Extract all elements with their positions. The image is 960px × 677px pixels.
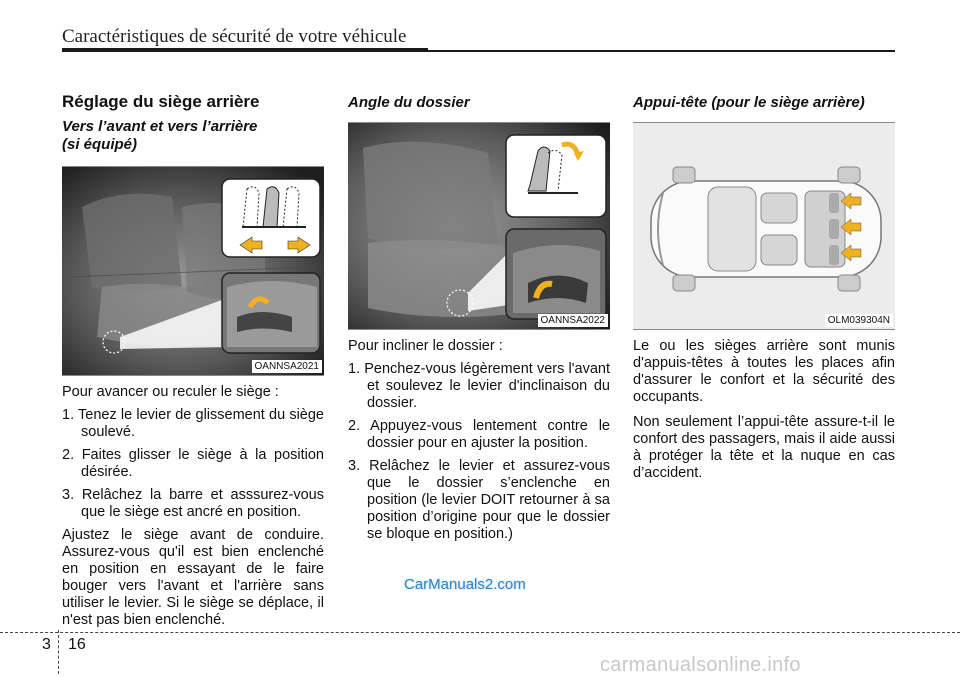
headrest-arrow-icon: [841, 193, 861, 261]
chapter-title: Caractéristiques de sécurité de votre véhicule: [62, 26, 407, 47]
note-text: Ajustez le siège avant de conduire. Assurez-vous qu'il est bien enclenché en position en essayant de le faire bouger vers l'avant et l'arrière sans utiliser le levier. Si le siège se déplace, il n'est pas bien enclenché.: [62, 527, 324, 628]
footer-rule: [0, 632, 960, 633]
step-item: 2. Appuyez-vous lentement contre le dossier pour en ajuster la position.: [348, 418, 610, 451]
watermark-link[interactable]: CarManuals2.com: [404, 576, 526, 593]
intro-text: Pour avancer ou reculer le siège :: [62, 384, 279, 400]
figure-seat-slide: [62, 166, 324, 376]
subtitle-angle: Angle du dossier: [348, 94, 470, 111]
seat-slide-diagram-icon: [222, 179, 320, 257]
section-number: 3: [42, 636, 51, 653]
step-item: 1. Penchez-vous légèrement vers l'avant et soulevez le levier d'inclinaison du dossier.: [348, 361, 610, 411]
step-item: 3. Relâchez la barre et asssurez-vous que le siège est ancré en position.: [62, 487, 324, 520]
figure-code: OLM039304N: [825, 314, 893, 327]
car-top-view: [633, 123, 895, 329]
figure-headrest: [633, 122, 895, 330]
header-rule-thick: [62, 48, 428, 52]
column-headrest: [633, 92, 895, 482]
page-number: 16: [68, 636, 86, 653]
subtitle-line1: Vers l’avant et vers l’arrière: [62, 118, 258, 135]
header-rule-thin: [428, 50, 895, 52]
seat-slide-photo: [62, 167, 324, 375]
step-item: 2. Faites glisser le siège à la position désirée.: [62, 447, 324, 480]
seat-recline-diagram-icon: [506, 135, 606, 217]
subtitle-slide: [62, 118, 324, 154]
paragraph-2: Non seulement l’appui-tête assure-t-il le confort des passagers, mais il aide aussi à protéger la tête et la nuque en cas d’accident.: [633, 414, 895, 481]
figure-backrest: [348, 122, 610, 330]
column-backrest-angle: [348, 92, 610, 549]
step-item: 3. Relâchez le levier et assurez-vous que le dossier s’enclenche en position (le levier DOIT retourner à sa position d’origine pour que le dossier se bloque en position.): [348, 458, 610, 542]
subtitle-headrest: Appui-tête (pour le siège arrière): [633, 94, 865, 111]
watermark-footer[interactable]: carmanualsonline.info: [600, 654, 801, 676]
backrest-photo: [348, 123, 610, 329]
column-seat-slide: [62, 92, 324, 629]
step-item: 1. Tenez le levier de glissement du siège soulevé.: [62, 407, 324, 440]
steps-list: [348, 361, 610, 543]
figure-code: OANNSA2022: [538, 314, 608, 327]
subtitle-line2: (si équipé): [62, 136, 138, 153]
page-divider: [58, 630, 59, 674]
steps-list: [62, 407, 324, 521]
section-title: Réglage du siège arrière: [62, 92, 260, 111]
figure-code: OANNSA2021: [252, 360, 322, 373]
intro-text: Pour incliner le dossier :: [348, 338, 503, 354]
paragraph-1: Le ou les sièges arrière sont munis d'appuis-têtes à toutes les places afin d'assurer le confort et la sécurité des occupants.: [633, 338, 895, 405]
